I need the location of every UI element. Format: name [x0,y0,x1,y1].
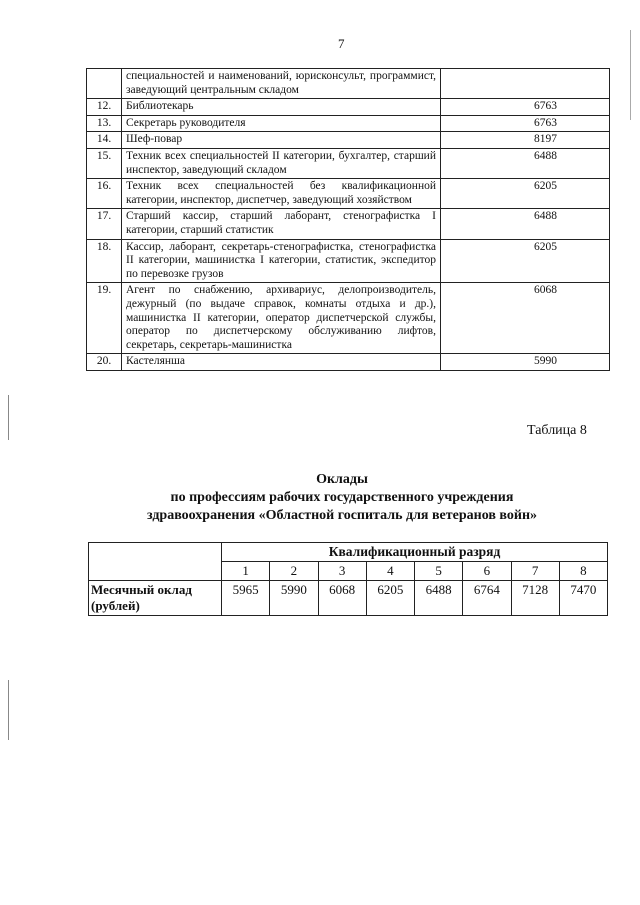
position-name: Библиотекарь [122,99,441,116]
row-label: Месячный оклад (рублей) [89,581,222,616]
table-row [87,354,610,371]
salary-cell: 5990 [270,581,318,616]
worker-salary-table [88,542,608,616]
position-name: Секретарь руководителя [122,115,441,132]
title-line-3: здравоохранения «Областной госпиталь для ветеранов войн» [146,508,538,523]
salary-value: 8197 [441,132,610,149]
table-row [87,239,610,283]
table-row [87,115,610,132]
row-number: 17. [87,209,122,239]
salary-value: 6763 [441,99,610,116]
grade-cell: 3 [318,562,366,581]
salary-cell: 6205 [366,581,414,616]
position-name: Кастелянша [122,354,441,371]
salary-cell: 5965 [222,581,270,616]
salary-value: 6763 [441,115,610,132]
salary-value: 6205 [441,239,610,283]
salary-value: 6488 [441,148,610,178]
position-name: Кассир, лаборант, секретарь-стенографистка, стенографистка II категории, машинистка I категории, статистик, экспедитор по перевозке грузов [122,239,441,283]
scan-margin-mark [8,395,9,440]
table-row [87,283,610,354]
salary-value [441,69,610,99]
corner-cell [89,543,222,581]
grade-cell: 1 [222,562,270,581]
grade-cell: 8 [559,562,607,581]
grade-cell: 5 [415,562,463,581]
row-number: 12. [87,99,122,116]
position-name: Шеф-повар [122,132,441,149]
grade-cell: 7 [511,562,559,581]
salary-value: 6205 [441,179,610,209]
position-name: Старший кассир, старший лаборант, стенографистка I категории, старший статистик [122,209,441,239]
row-number: 18. [87,239,122,283]
grade-cell: 6 [463,562,511,581]
table-row [87,69,610,99]
grade-cell: 4 [366,562,414,581]
salary-cell: 6488 [415,581,463,616]
section-title [86,471,598,525]
table-label: Таблица 8 [527,423,587,438]
scan-margin-mark [8,680,9,740]
title-line-2: по профессиям рабочих государственного учреждения [170,490,514,505]
row-number: 19. [87,283,122,354]
table-row [87,99,610,116]
table-row [87,132,610,149]
row-number: 15. [87,148,122,178]
grade-header: Квалификационный разряд [222,543,608,562]
header-row [89,543,608,562]
position-name: специальностей и наименований, юрисконсульт, программист, заведующий центральным складом [122,69,441,99]
row-number: 13. [87,115,122,132]
position-name: Техник всех специальностей II категории, бухгалтер, старший инспектор, заведующий складом [122,148,441,178]
salary-cell: 7470 [559,581,607,616]
salary-cell: 6764 [463,581,511,616]
position-name: Агент по снабжению, архивариус, делопроизводитель, дежурный (по выдаче справок, комнаты отдыха и др.), машинистка II категории, оператор диспетчерской службы, оператор по диспетчерскому обслуживанию лифтов, секретарь, секретарь-машинистка [122,283,441,354]
position-name: Техник всех специальностей без квалификационной категории, инспектор, диспетчер, заведующий хозяйством [122,179,441,209]
staff-salary-table [86,68,610,371]
row-number [87,69,122,99]
salary-value: 5990 [441,354,610,371]
table-row [87,148,610,178]
table-row [87,209,610,239]
salary-cell: 7128 [511,581,559,616]
scan-margin-mark [630,30,631,120]
row-number: 14. [87,132,122,149]
grade-cell: 2 [270,562,318,581]
row-number: 16. [87,179,122,209]
title-line-1: Оклады [316,472,368,487]
row-number: 20. [87,354,122,371]
salary-cell: 6068 [318,581,366,616]
table-row [87,179,610,209]
page-number: 7 [338,36,345,51]
salary-value: 6068 [441,283,610,354]
values-row [89,581,608,616]
salary-value: 6488 [441,209,610,239]
